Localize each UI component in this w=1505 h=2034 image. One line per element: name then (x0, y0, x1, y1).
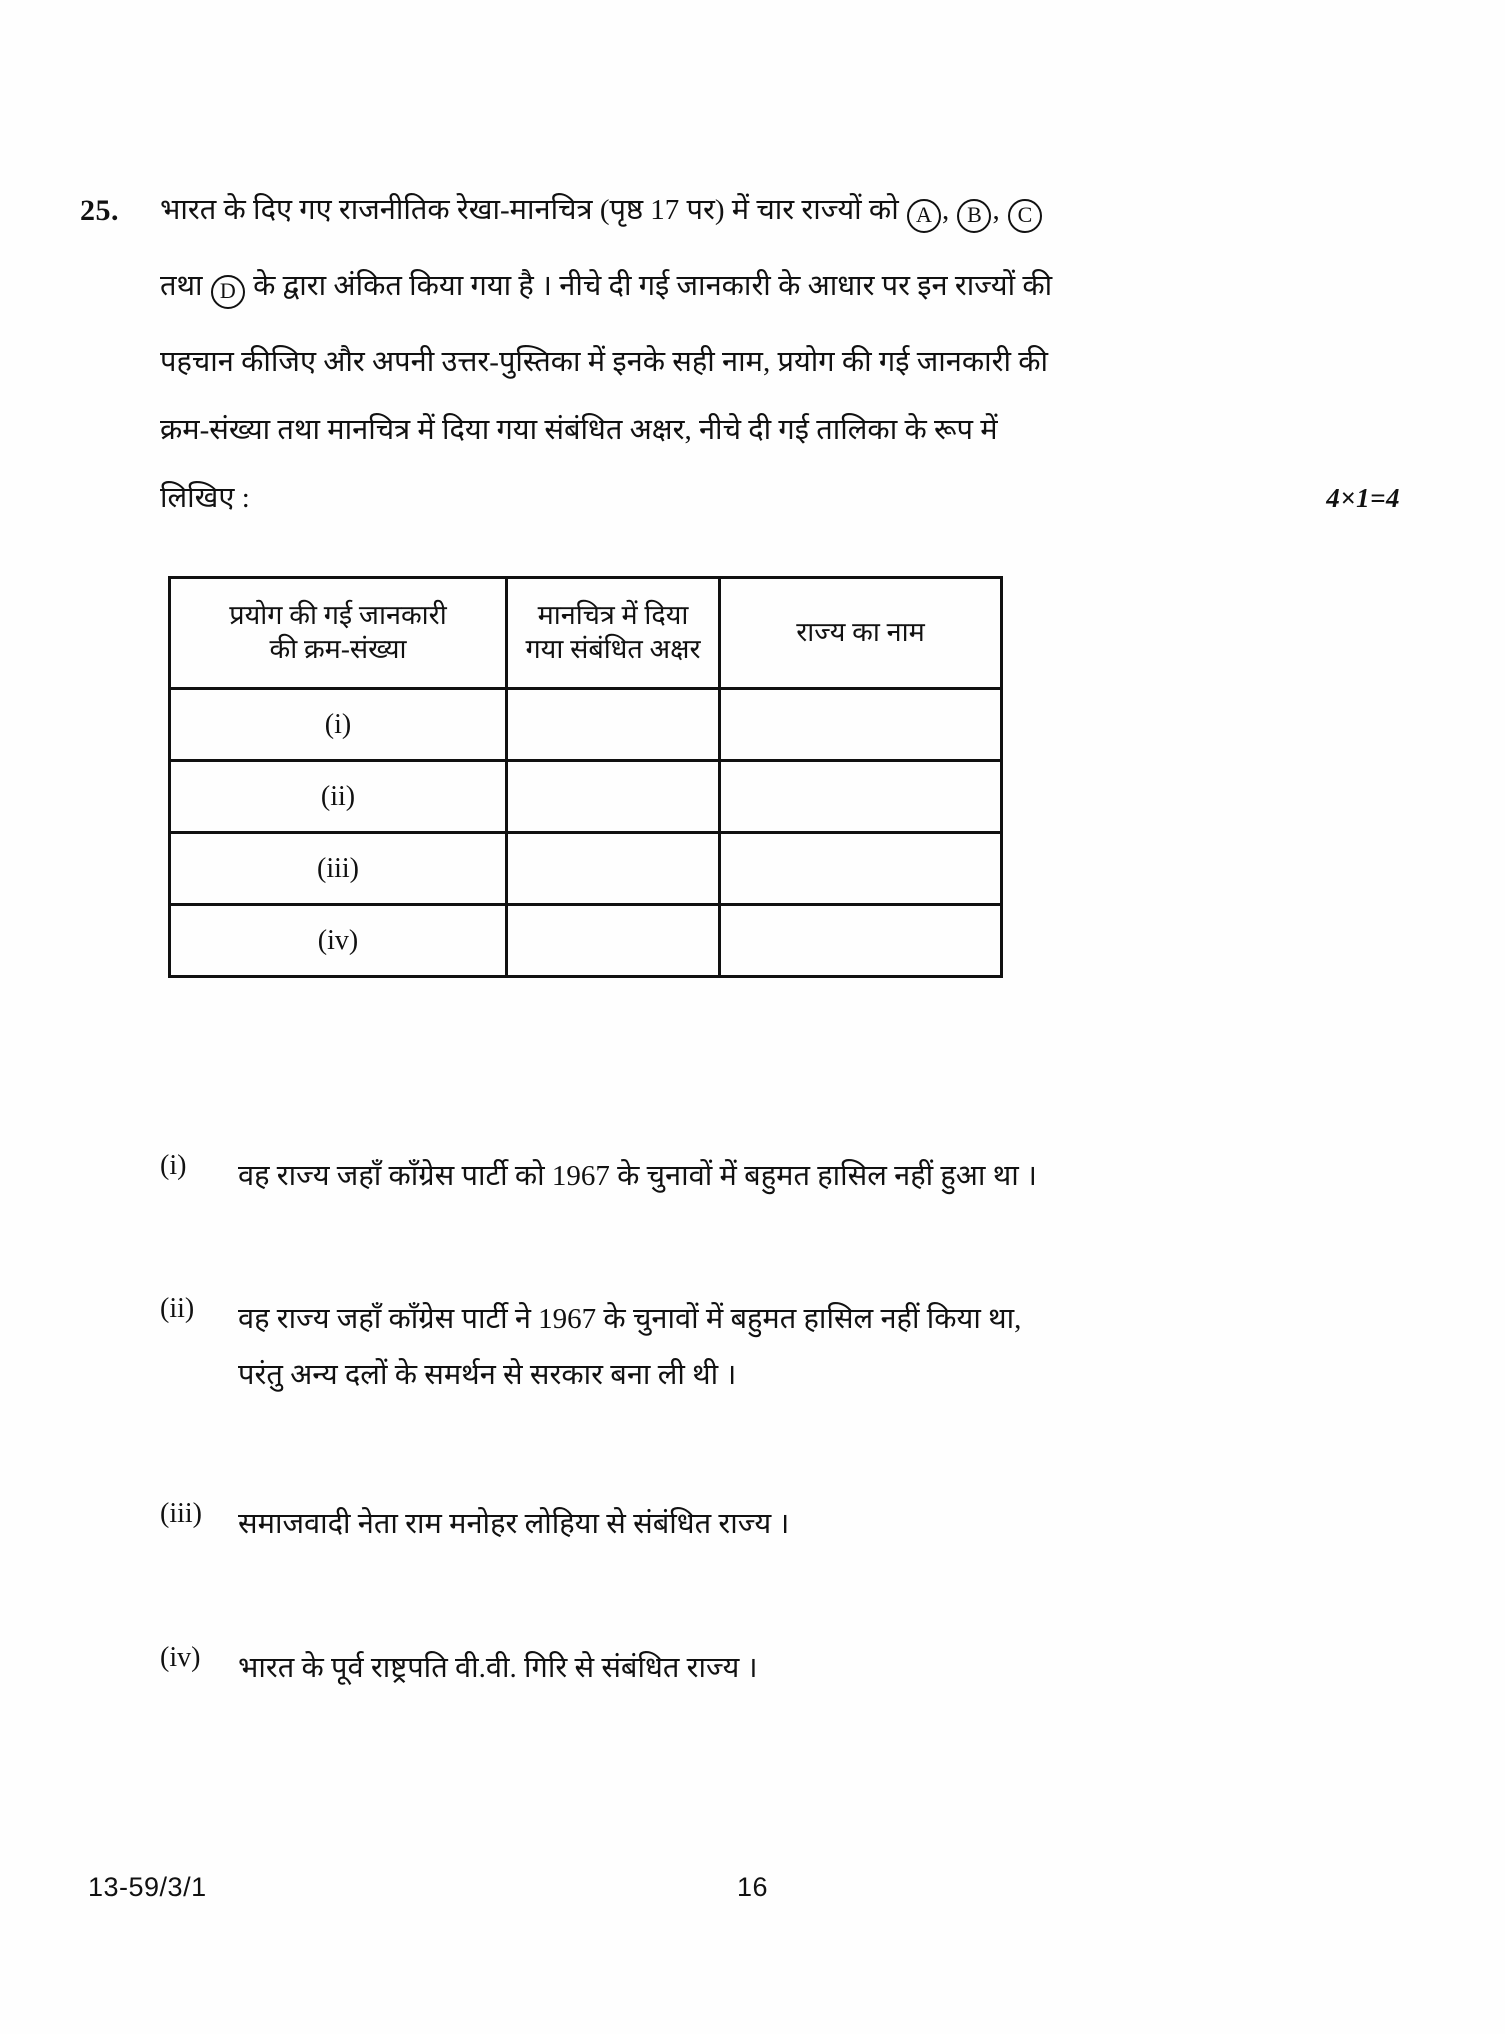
question-line-2-text-b: के द्वारा अंकित किया गया है । नीचे दी गई जानकारी के आधार पर इन राज्यों की (245, 270, 1053, 302)
list-item (160, 1496, 1390, 1553)
clue-iii-line-1: समाजवादी नेता राम मनोहर लोहिया से संबंधित राज्य । (238, 1507, 790, 1540)
table-cell-letter[interactable] (507, 905, 720, 977)
table-header-letter-line1: मानचित्र में दिया (537, 600, 689, 631)
page-number: 16 (736, 1872, 769, 1902)
table-cell-state[interactable] (720, 761, 1002, 833)
table-cell-letter[interactable] (507, 761, 720, 833)
clue-text-iv (238, 1640, 1390, 1697)
table-header-serial-line2: की क्रम-संख्या (269, 634, 407, 664)
table-row (170, 905, 1002, 977)
clue-text-ii (238, 1291, 1390, 1404)
question-line-2 (160, 272, 1400, 309)
list-item (160, 1291, 1390, 1404)
question-line-2-text-a: तथा (160, 270, 210, 302)
table-cell-state[interactable] (720, 833, 1002, 905)
clue-text-iii (238, 1496, 1390, 1553)
marks-allocation: 4×1=4 (1326, 483, 1400, 513)
question-line-5 (160, 484, 1400, 513)
table-cell-letter[interactable] (507, 689, 720, 761)
question-block (80, 196, 1400, 552)
table-header-serial-line1: प्रयोग की गई जानकारी (229, 600, 447, 631)
table-cell-serial: (ii) (170, 761, 507, 833)
clue-label-i: (i) (160, 1150, 187, 1181)
clue-ii-line-1: वह राज्य जहाँ काँग्रेस पार्टी ने 1967 के चुनावों में बहुमत हासिल नहीं किया था, (238, 1302, 1022, 1335)
table-header-letter (507, 578, 720, 689)
table-cell-state[interactable] (720, 905, 1002, 977)
question-line-5-text: लिखिए : (160, 482, 250, 514)
table-row (170, 689, 1002, 761)
list-item (160, 1148, 1390, 1205)
table-header-state (720, 578, 1002, 689)
table-cell-serial: (iii) (170, 833, 507, 905)
circled-letter-b-icon: B (957, 199, 991, 233)
question-number: 25. (80, 194, 119, 227)
table-cell-letter[interactable] (507, 833, 720, 905)
clue-list (160, 1148, 1390, 1761)
clue-label-iii: (iii) (160, 1497, 202, 1529)
list-item (160, 1640, 1390, 1697)
table-row (170, 833, 1002, 905)
circled-letter-c-icon: C (1008, 199, 1042, 233)
question-line-1 (160, 196, 1400, 233)
paper-code: 13-59/3/1 (88, 1872, 207, 1902)
circled-letter-a-icon: A (907, 199, 941, 233)
question-line-3: पहचान कीजिए और अपनी उत्तर-पुस्तिका में इनके सही नाम, प्रयोग की गई जानकारी की (160, 346, 1049, 378)
clue-i-line-1: वह राज्य जहाँ काँग्रेस पार्टी को 1967 के चुनावों में बहुमत हासिल नहीं हुआ था । (238, 1160, 1037, 1192)
answer-table (168, 576, 1003, 978)
question-line-4: क्रम-संख्या तथा मानचित्र में दिया गया संबंधित अक्षर, नीचे दी गई तालिका के रूप में (160, 414, 998, 446)
table-header-row (170, 578, 1002, 689)
question-line-1-text-a: भारत के दिए गए राजनीतिक रेखा-मानचित्र (पृष्ठ 17 पर) में चार राज्यों को (160, 194, 906, 226)
clue-text-i (238, 1148, 1390, 1205)
page-footer (80, 1872, 1425, 1912)
table-cell-state[interactable] (720, 689, 1002, 761)
table-cell-serial: (i) (170, 689, 507, 761)
clue-ii-line-2: परंतु अन्य दलों के समर्थन से सरकार बना ली थी । (238, 1359, 737, 1392)
clue-iv-line-1: भारत के पूर्व राष्ट्रपति वी.वी. गिरि से संबंधित राज्य । (238, 1652, 758, 1685)
question-line-1-sep-2: , (992, 194, 1007, 226)
table-cell-serial: (iv) (170, 905, 507, 977)
question-text (160, 196, 1400, 513)
table-row (170, 761, 1002, 833)
table-header-serial (170, 578, 507, 689)
clue-label-iv: (iv) (160, 1642, 201, 1674)
circled-letter-d-icon: D (211, 275, 245, 309)
table-header-state-line1: राज्य का नाम (796, 617, 925, 648)
question-line-1-sep-1: , (941, 194, 957, 226)
table-header-letter-line2: गया संबंधित अक्षर (525, 634, 701, 664)
clue-label-ii: (ii) (160, 1292, 195, 1324)
